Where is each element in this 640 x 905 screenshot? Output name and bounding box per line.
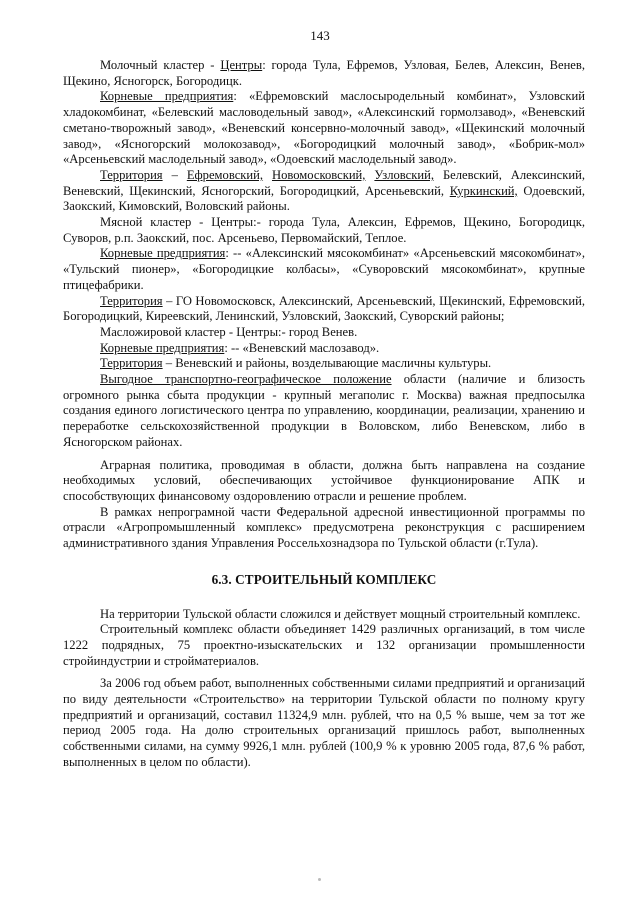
oil-cluster-centers: Масложировой кластер - Центры:- город Венев. [100,324,358,339]
dairy-cluster-label: Молочный кластер - [100,58,221,72]
meat-root-text: : -- «Алексинский мясокомбинат» «Арсеньевский мясокомбинат», «Тульский пионер», «Богородицкие колбасы», «Суворовский мясокомбинат», крупные птицефабрики. [63,246,585,292]
section-title: 6.3. СТРОИТЕЛЬНЫЙ КОМПЛЕКС [211,571,437,587]
meat-root-label: Корневые предприятия [100,246,226,261]
page-number: 143 [310,28,330,43]
dairy-centers-label: Центры [220,58,263,72]
dairy-territory-uzlovaya: Узловский, [374,167,434,182]
dairy-centers-text: : города Тула, Ефремов, Узловая, Белев, Алексин, Венев, Щекино, Ясногорск, Богородицк. [63,58,585,88]
meat-root-enterprises [63,246,585,293]
construction-paragraph-1: На территории Тульской области сложился и действует мощный строительный комплекс. [100,606,581,621]
oil-territory-text: – Веневский и районы, возделывающие масличны культуры. [162,356,492,371]
dairy-territory-dash: – [162,167,187,182]
oil-root-enterprises [63,341,585,357]
oil-root-text: : -- «Веневский маслозавод». [224,340,380,355]
dairy-cluster-centers [63,58,585,89]
dairy-territory-kurkino: Куркинский, [449,183,518,198]
dairy-territory-label: Территория [100,167,163,182]
meat-territory-label: Территория [100,293,163,308]
meat-cluster-centers: Мясной кластер - Центры:- города Тула, Алексин, Ефремов, Щекино, Богородицк, Суворов, р.п. Заокский, пос. Арсеньево, Первомайский, Теплое. [63,215,585,245]
agrarian-policy-paragraph: Аграрная политика, проводимая в области, должна быть направлена на создание необходимых условий, обеспечивающих устойчивое функционирование АПК и способствующих финансовому оздоровлению отрасли и решение проблем. [63,457,585,503]
document-body [63,58,585,771]
construction-paragraph-2: Строительный комплекс области объединяет 1429 различных организаций, в том числе 1222 подрядных, 75 проектно-изыскательских и 132 организации промышленности стройиндустрии и стройматериалов. [63,622,585,668]
scan-speck [318,878,321,881]
dairy-root-label: Корневые предприятия [100,89,234,104]
dairy-root-enterprises [63,89,585,168]
oil-territory-label: Территория [100,356,163,371]
dairy-territory-end: Одоевский, Заокский, Кимовский, Воловский районы. [63,183,586,214]
dairy-root-text: : «Ефремовский маслосыродельный комбинат», Узловский хладокомбинат, «Белевский масловодельный завод», «Алексинский гормолзавод», «Веневский сметано-творожный завод», «Веневский консервно-молочный завод», «Щекинский молочный завод», «Ясногорский молокозавод», «Богородицкий молочный завод», «Бобрик-мол» «Арсеньевский маслодельный завод», «Одоевский маслодельный завод». [63,89,585,167]
dairy-territory-efremov: Ефремовский, [186,167,264,182]
dairy-territory-middle: Белевский, Алексинский, Веневский, Щекинский, Ясногорский, Богородицкий, Арсеньевский, [63,167,585,198]
oil-root-label: Корневые предприятия [100,340,225,355]
investment-program-paragraph: В рамках непрограмной части Федеральной адресной инвестиционной программы по отрасли «Агропромышленный комплекс» предусмотрена реконструкция с расширением административного здания Управления Россельхознадзора по Тульской области (г.Тула). [63,504,585,551]
dairy-territory [63,168,585,215]
construction-paragraph-3: За 2006 год объем работ, выполненных собственными силами предприятий и организаций по виду деятельности «Строительство» на территории Тульской области по полному кругу предприятий и организаций, составил 11324,9 млн. рублей, что на 0,5 % выше, чем за тот же период 2005 года. На долю строительных организаций пришлось работ, выполненных собственными силами, на сумму 9926,1 млн. рублей (100,9 % к уровню 2005 года, 87,6 % работ, выполненных в целом по области). [63,676,585,769]
dairy-territory-novomoskovsk: Новомосковский, [271,167,366,182]
geo-position-text: области (наличие и близость огромного рынка сбыта продукции - крупный мегаполис г. Москва) важная предпосылка создания единого логистического центра по управлению, координации, реализации, хранению и переработке сельскохозяйственной продукции в Воловском, либо Веневском, либо в Ясногорском районах. [63,372,585,449]
geo-position-paragraph [63,372,585,451]
geo-position-label: Выгодное транспортно-географическое положение [100,372,392,387]
oil-territory [63,356,585,372]
meat-territory [63,294,585,325]
meat-territory-text: – ГО Новомосковск, Алексинский, Арсеньевский, Щекинский, Ефремовский, Богородицкий, Киреевский, Ленинский, Узловский, Заокский, Суворский районы; [63,293,585,324]
